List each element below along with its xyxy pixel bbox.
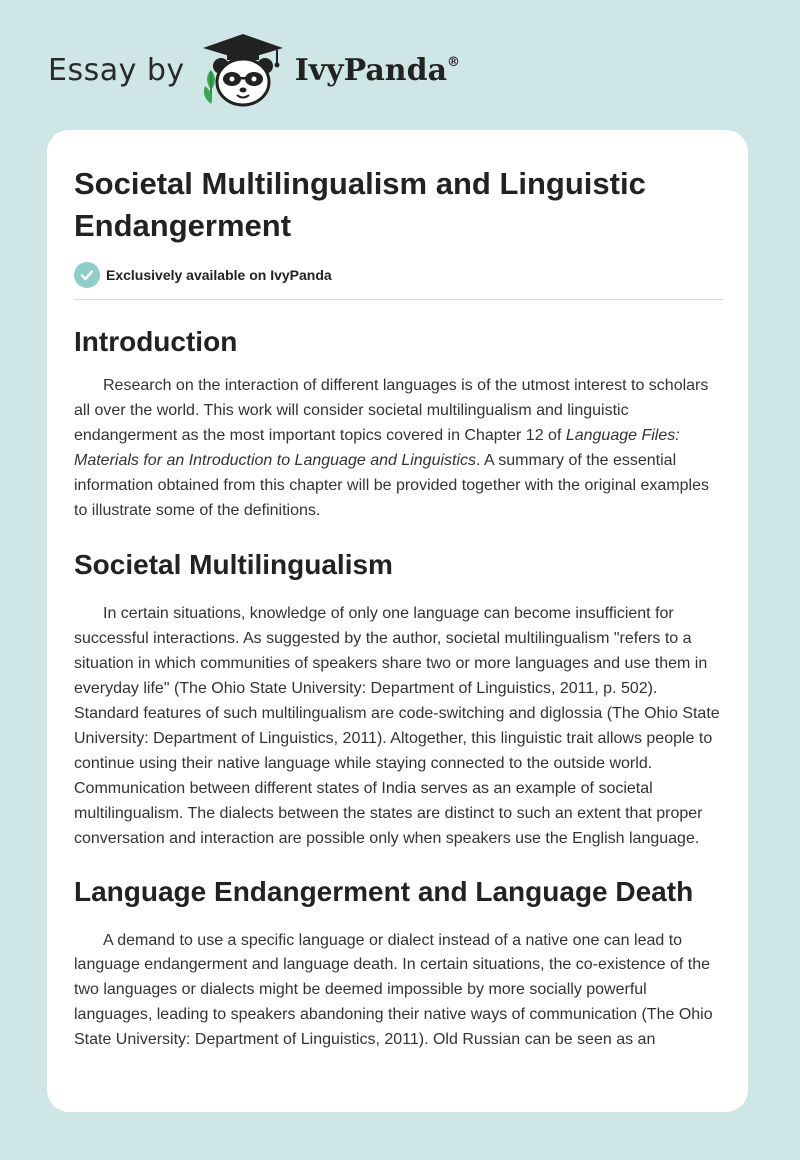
site-brand[interactable] (48, 30, 460, 110)
panda-graduate-icon (197, 30, 289, 110)
exclusive-label: Exclusively available on IvyPanda (106, 267, 332, 283)
essay-card (47, 130, 748, 1112)
essay-content (74, 163, 724, 1053)
exclusive-badge (74, 262, 724, 288)
title-divider (74, 299, 723, 300)
brand-name: IvyPanda® (294, 52, 461, 88)
check-icon (74, 262, 100, 288)
section-heading-societal-multilingualism: Societal Multilingualism (74, 549, 393, 581)
paragraph-introduction: Research on the interaction of different languages is of the utmost interest to scholars all over the world. This work will consider societal multilingualism and linguistic endangerment as the most important topics covered in Chapter 12 of Language Files: Materials for an Introduction to Language and Linguistics. A summary of the essential information obtained from this chapter will be provided together with the original examples to illustrate some of the definitions. (74, 377, 710, 519)
essay-title: Societal Multilingualism and Linguistic Endangerment (74, 166, 646, 243)
book-title: Language Files: Materials for an Introduction to Language and Linguistics (74, 426, 680, 469)
section-heading-introduction: Introduction (74, 326, 238, 357)
paragraph-societal-multilingualism: In certain situations, knowledge of only one language can become insufficient for successful interactions. As suggested by the author, societal multilingualism "refers to a situation in which communities of speakers share two or more languages and use them in everyday life" (The Ohio State University: Department of Linguistics, 2011, p. 502). Standard features of such multilingualism are code-switching and diglossia (The Ohio State University: Department of Linguistics, 2011). Altogether, this linguistic trait allows people to continue using their native language while staying connected to the outside world. Communication between different states of India serves as an example of societal multilingualism. The dialects between the states are distinct to such an extent that proper conversation and interaction are possible only when speakers use the English language. (74, 605, 720, 847)
brand-prefix: Essay by (48, 52, 185, 88)
section-heading-language-endangerment: Language Endangerment and Language Death (74, 875, 694, 907)
paragraph-language-endangerment: A demand to use a specific language or dialect instead of a native one can lead to language endangerment and language death. In certain situations, the co-existence of the two languages or dialects might be deemed impossible by more socially powerful languages, leading to speakers abandoning their native ways of communication (The Ohio State University: Department of Linguistics, 2011). Old Russian can be seen as an (74, 931, 713, 1049)
